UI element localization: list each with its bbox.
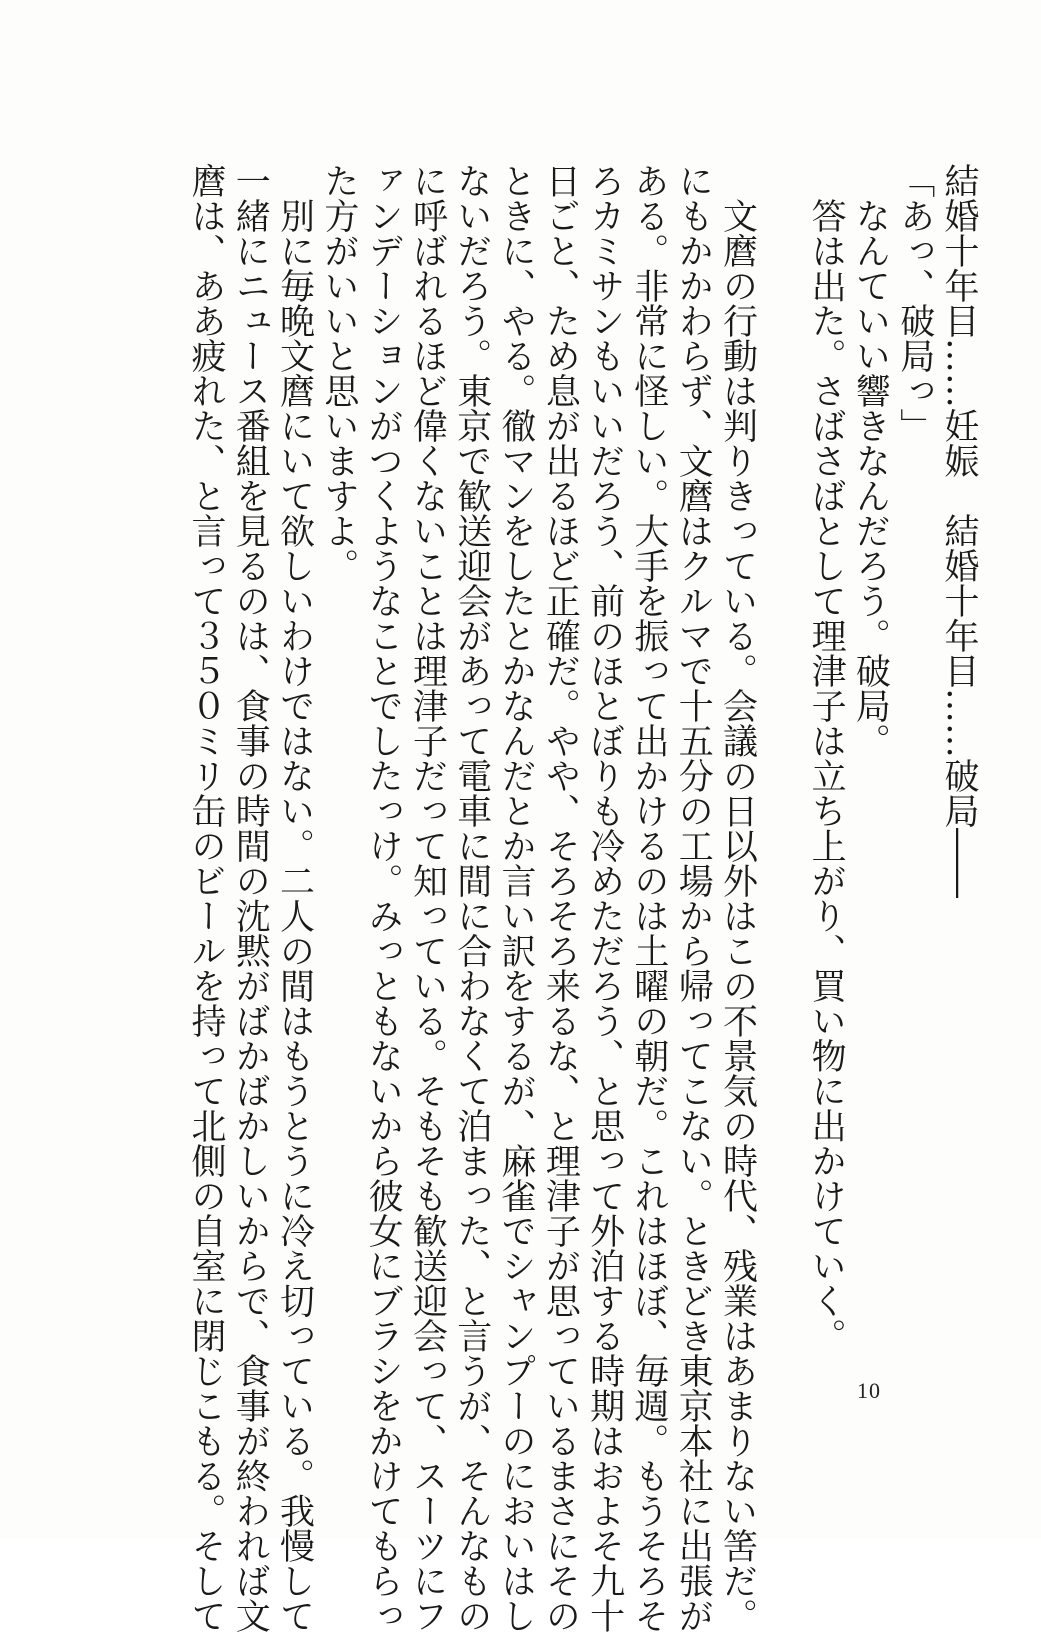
page-number: 10 — [857, 1378, 881, 1403]
text-line: ろカミサンもいいだろう、前のほとぼりも冷めただろう、と思って外泊する時期はおよそ九十 — [584, 163, 625, 1633]
text-line: なんていい響きなんだろう。破局。 — [850, 198, 891, 758]
text-line: 一緒にニュース番組を見るのは、食事の時間の沈黙がばかばかしいからで、食事が終われば文 — [230, 163, 271, 1633]
text-line: に呼ばれるほど偉くないことは理津子だって知っている。そもそも歓送迎会って、スーツにフ — [407, 163, 448, 1633]
text-line: にもかかわらず、文麿はクルマで十五分の工場から帰ってこない。ときどき東京本社に出張が — [673, 163, 714, 1633]
text-line: ないだろう。東京で歓送迎会があって電車に間に合わなくて泊まった、と言うが、そんなもの — [451, 163, 492, 1633]
text-line: 「あっ、破局っ」 — [894, 163, 935, 443]
blank-line — [760, 163, 804, 1313]
text-line: 日ごと、ため息が出るほど正確だ。やや、そろそろ来るな、と理津子が思っているまさにその — [540, 163, 581, 1633]
text-line: 答は出た。さばさばとして理津子は立ち上がり、買い物に出かけていく。 — [806, 198, 847, 1353]
text-line: 文麿の行動は判りきっている。会議の日以外はこの不景気の時代、残業はあまりない筈だ。 — [717, 198, 758, 1633]
text-line: ときに、やる。徹マンをしたとかなんだとか言い訳をするが、麻雀でシャンプーのにおいはし — [496, 163, 537, 1633]
text-line: 結婚十年目……妊娠 結婚十年目……破局―― — [939, 163, 979, 898]
text-line: 別に毎晩文麿にいて欲しいわけではない。二人の間はもうとうに冷え切っている。我慢して — [274, 198, 315, 1633]
text-line: 麿は、ああ疲れた、と言って３５０ミリ缶のビールを持って北側の自室に閉じこもる。そして — [185, 163, 226, 1633]
text-line: ァンデーションがつくようなことでしたっけ。みっともないから彼女にブラシをかけてもらっ — [363, 163, 404, 1633]
text-line: た方がいいと思いますよ。 — [318, 163, 359, 583]
text-line: ある。非常に怪しい。大手を振って出かけるのは土曜の朝だ。これはほぼ、毎週。もうそろそ — [628, 163, 669, 1633]
